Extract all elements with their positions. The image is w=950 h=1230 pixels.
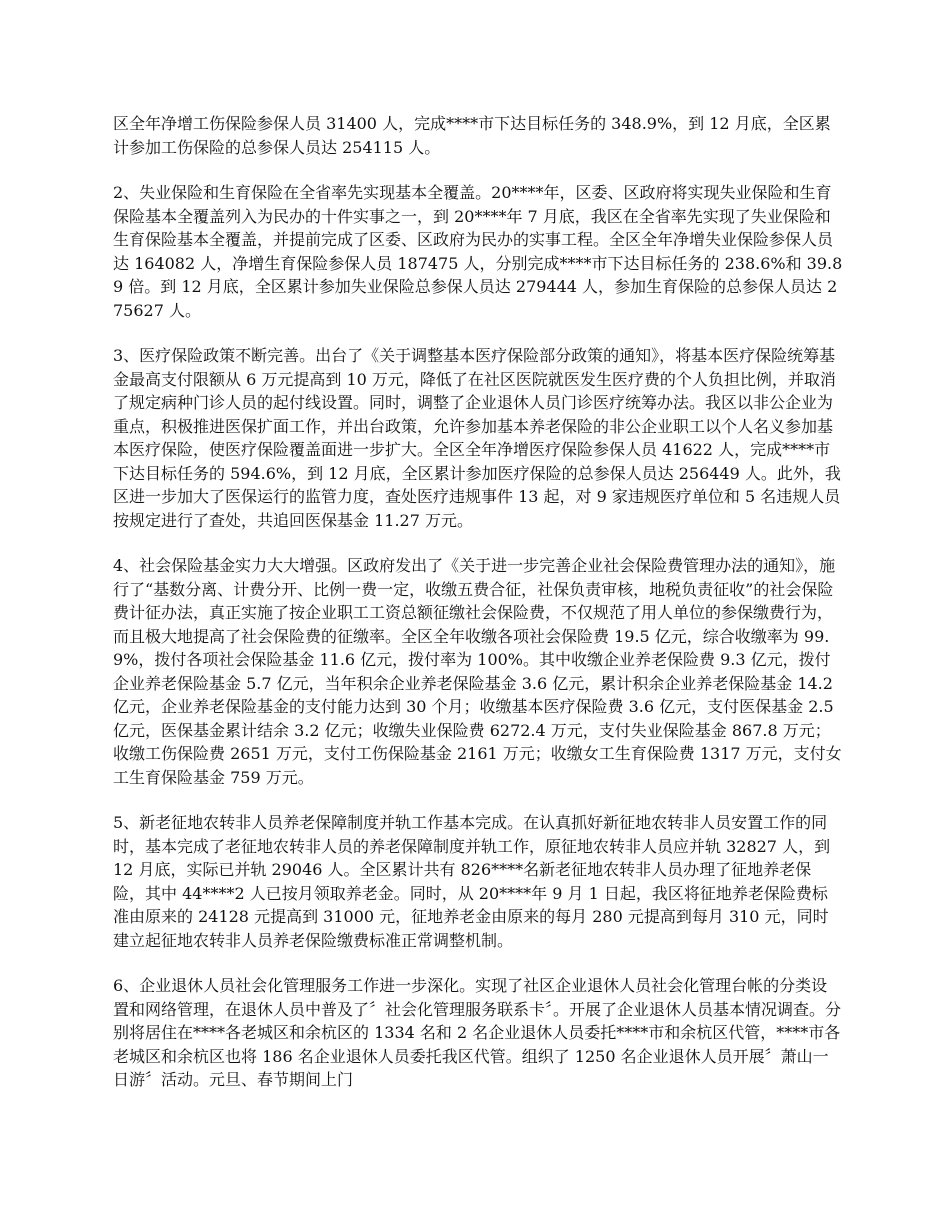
paragraph-social-insurance-fund: 4、社会保险基金实力大大增强。区政府发出了《关于进一步完善企业社会保险费管理办法的通知》，施行了“基数分离、计费分开、比例一费一定，收缴五费合征，社保负责审核，地税负责征收”的社会保险费计征办法，真正实施了按企业职工工资总额征缴社会保险费，不仅规范了用人单位的参保缴费行为，而且极大地提高了社会保险费的征缴率。全区全年收缴各项社会保险费 19.5 亿元，综合收缴率为 99.9%，拨付各项社会保险基金 11.6 亿元，拨付率为 100%。其中收缴企业养老保险费 9.3 亿元，拨付企业养老保险基金 5.7 亿元，当年积余企业养老保险基金 3.6 亿元，累计积余企业养老保险基金 14.2 亿元，企业养老保险基金的支付能力达到 30 个月；收缴基本医疗保险费 3.6 亿元，支付医保基金 2.5 亿元，医保基金累计结余 3.2 亿元；收缴失业保险费 6272.4 万元，支付失业保险基金 867.8 万元；收缴工伤保险费 2651 万元，支付工伤保险基金 2161 万元；收缴女工生育保险费 1317 万元，支付女工生育保险基金 759 万元。 <box>113 556 842 787</box>
document-body <box>113 112 843 1114</box>
paragraph-unemployment-maternity-insurance: 2、失业保险和生育保险在全省率先实现基本全覆盖。20****年，区委、区政府将实现失业保险和生育保险基本全覆盖列入为民办的十件实事之一，到 20****年 7 月底，我区在全省率先实现了失业保险和生育保险基本全覆盖，并提前完成了区委、区政府为民办的实事工程。全区全年净增失业保险参保人员达 164082 人，净增生育保险参保人员 187475 人，分别完成****市下达目标任务的 238.6%和 39.89 倍。到 12 月底，全区累计参加失业保险总参保人员达 279444 人，参加生育保险的总参保人员达 275627 人。 <box>113 183 843 320</box>
paragraph-land-acquisition-pension: 5、新老征地农转非人员养老保障制度并轨工作基本完成。在认真抓好新征地农转非人员安置工作的同时，基本完成了老征地农转非人员的养老保障制度并轨工作，原征地农转非人员应并轨 32827 人，到 12 月底，实际已并轨 29046 人。全区累计共有 826****名新老征地农转非人员办理了征地养老保险，其中 44****2 人已按月领取养老金。同时，从 20****年 9 月 1 日起，我区将征地养老保险费标准由原来的 24128 元提高到 31000 元，征地养老金由原来的每月 280 元提高到每月 310 元，同时建立起征地农转非人员养老保险缴费标准正常调整机制。 <box>113 813 831 950</box>
paragraph-work-injury-insurance: 区全年净增工伤保险参保人员 31400 人，完成****市下达目标任务的 348.9%，到 12 月底，全区累计参加工伤保险的总参保人员达 254115 人。 <box>113 114 831 157</box>
paragraph-retiree-management: 6、企业退休人员社会化管理服务工作进一步深化。实现了社区企业退休人员社会化管理台帐的分类设置和网络管理，在退休人员中普及了〞社会化管理服务联系卡〞。开展了企业退休人员基本情况调查。分别将居住在****各老城区和余杭区的 1334 名和 2 名企业退休人员委托****市和余杭区代管，****市各老城区和余杭区也将 186 名企业退休人员委托我区代管。组织了 1250 名企业退休人员开展〞萧山一日游〞活动。元旦、春节期间上门 <box>113 976 842 1089</box>
paragraph-medical-insurance: 3、医疗保险政策不断完善。出台了《关于调整基本医疗保险部分政策的通知》，将基本医疗保险统筹基金最高支付限额从 6 万元提高到 10 万元，降低了在社区医院就医发生医疗费的个人负担比例，并取消了规定病种门诊人员的起付线设置。同时，调整了企业退休人员门诊医疗统筹办法。我区以非公企业为重点，积极推进医保扩面工作，并出台政策，允许参加基本养老保险的非公企业职工以个人名义参加基本医疗保险，使医疗保险覆盖面进一步扩大。全区全年净增医疗保险参保人员 41622 人，完成****市下达目标任务的 594.6%，到 12 月底，全区累计参加医疗保险的总参保人员达 256449 人。此外，我区进一步加大了医保运行的监管力度，查处医疗违规事件 13 起，对 9 家违规医疗单位和 5 名违规人员按规定进行了查处，共追回医保基金 11.27 万元。 <box>113 346 841 530</box>
